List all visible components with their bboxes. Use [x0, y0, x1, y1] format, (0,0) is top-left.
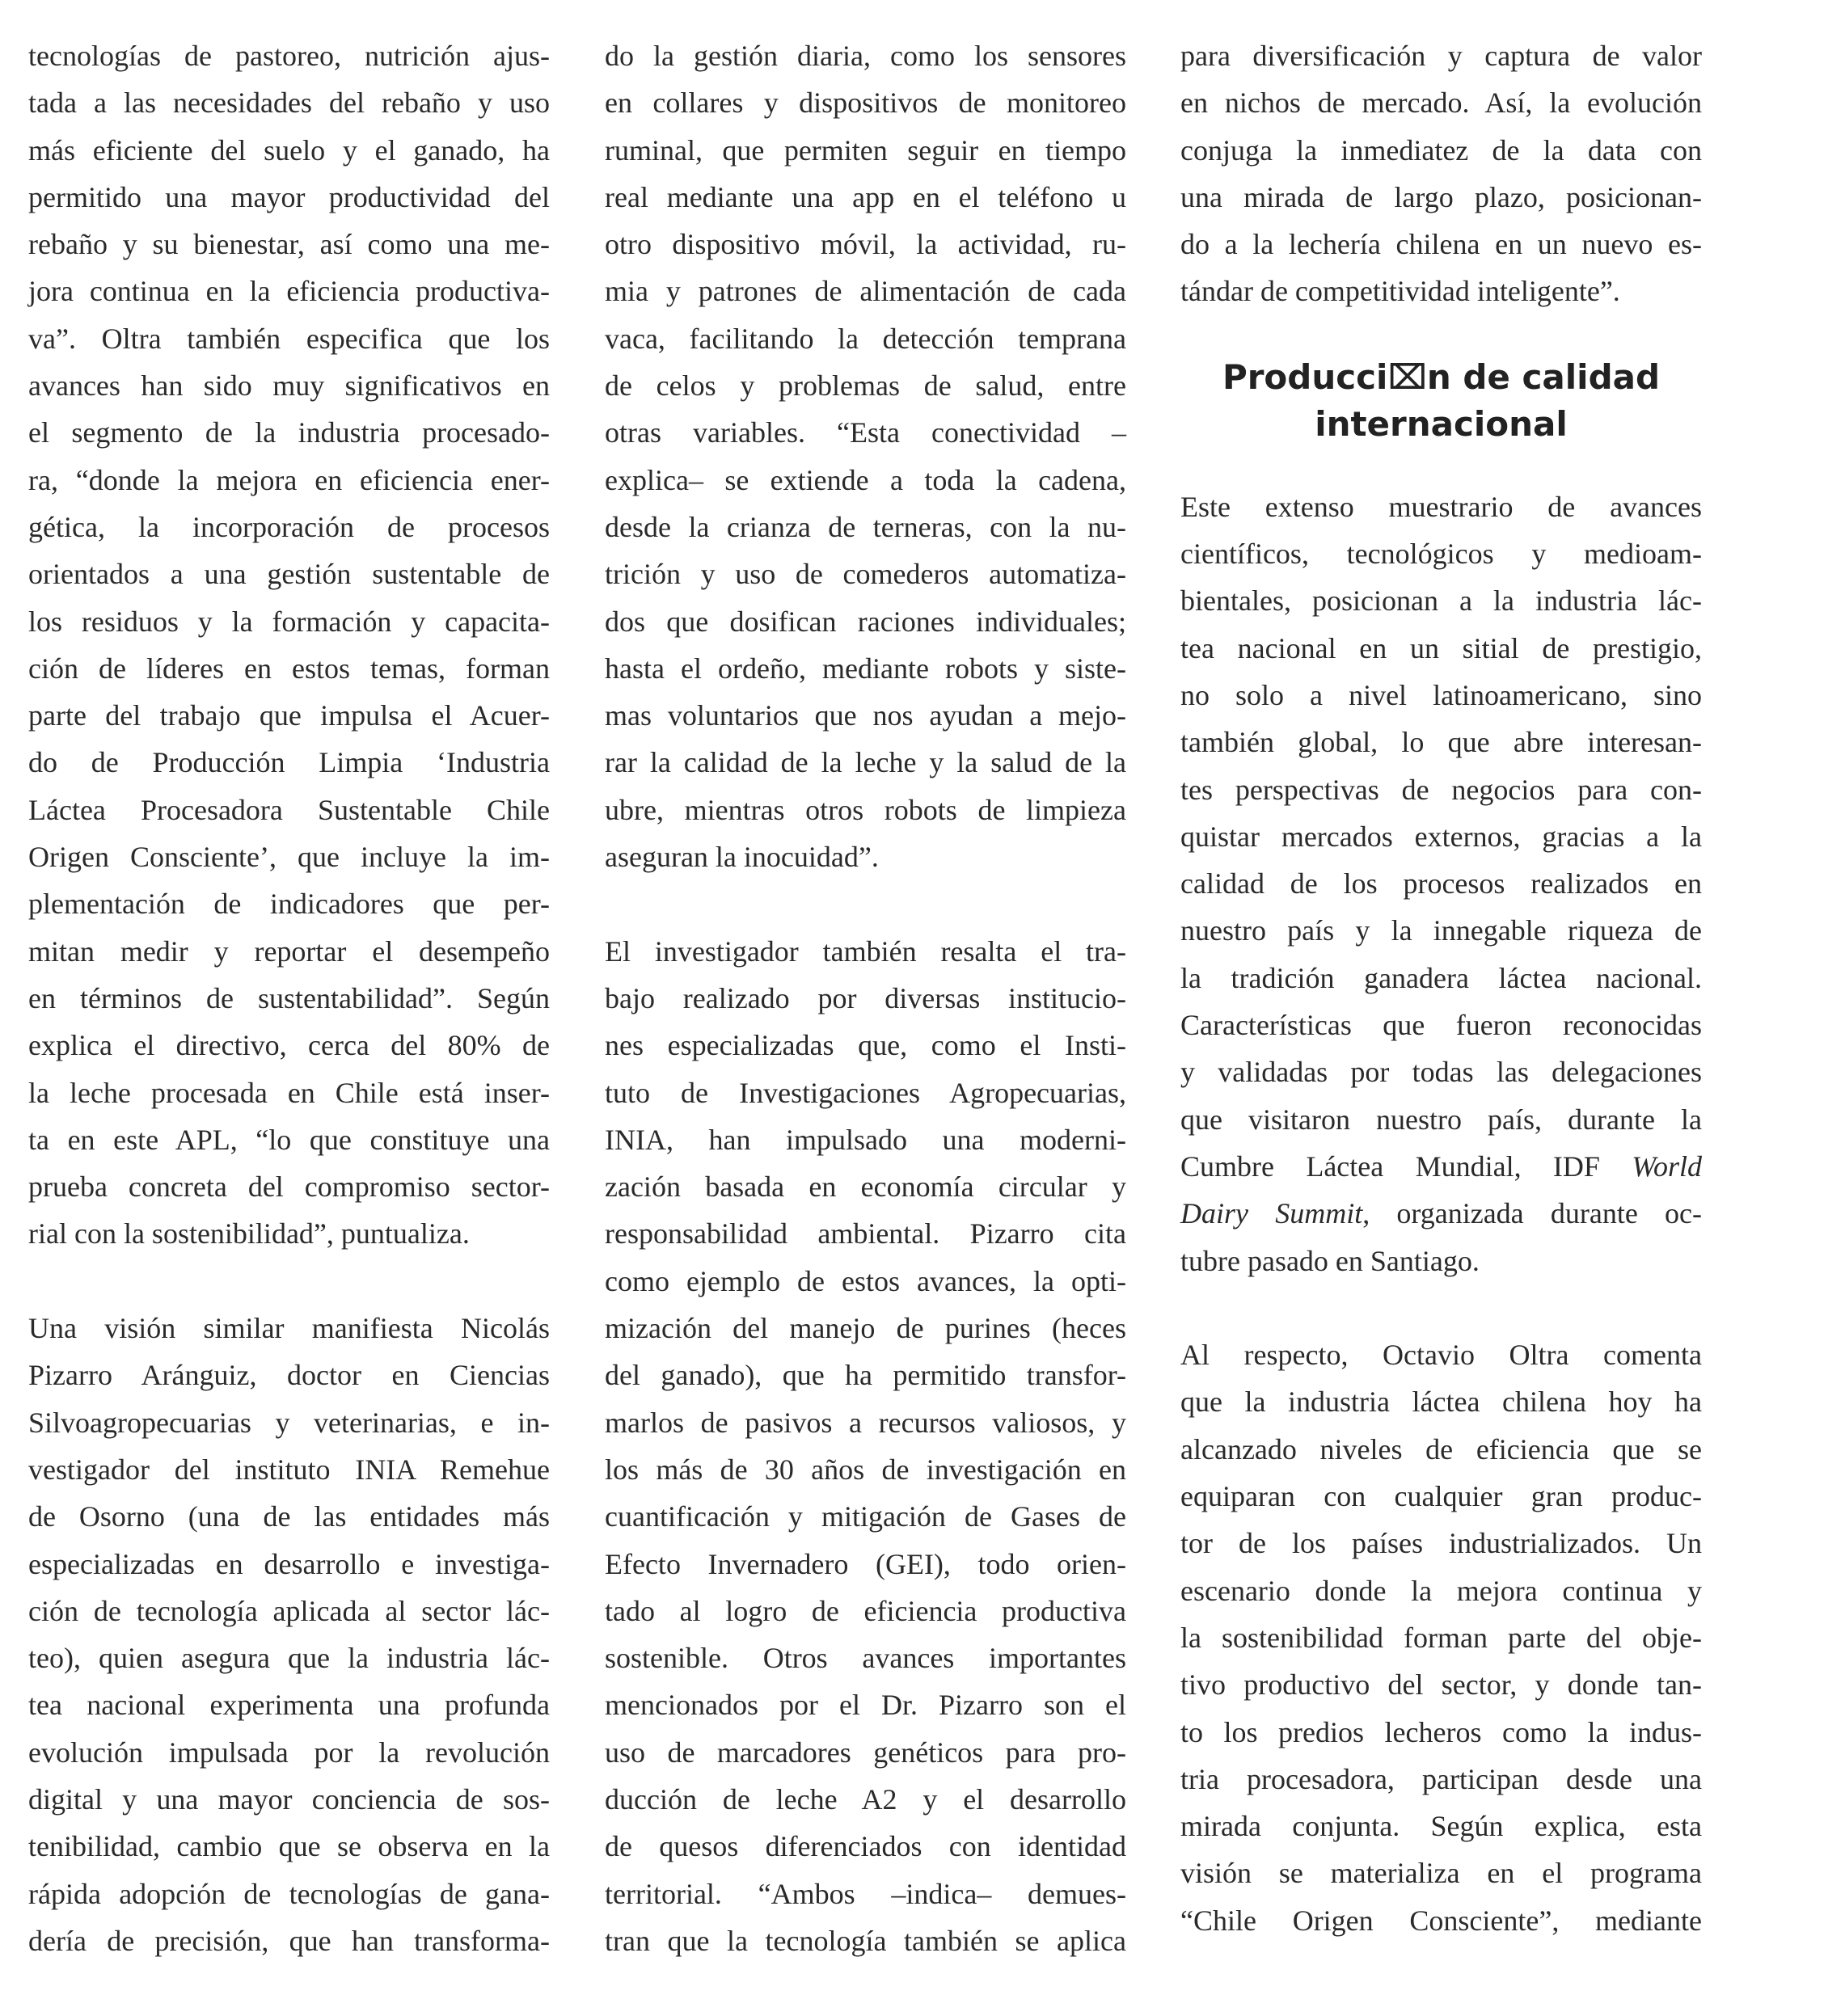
text-line: ducción de leche A2 y el desarrollo	[605, 1782, 1126, 1816]
text-line: to los predios lecheros como la indus-	[1180, 1715, 1702, 1748]
text-line: del ganado), que ha permitido transfor-	[605, 1359, 1126, 1392]
paragraph	[1180, 1331, 1702, 1944]
text-line: y validadas por todas las delegaciones	[1180, 1056, 1702, 1089]
text-line: otras variables. “Esta conectividad –	[605, 416, 1126, 449]
text-line: digital y una mayor conciencia de sos-	[28, 1782, 550, 1816]
text-line: equiparan con cualquier gran produc-	[1180, 1480, 1702, 1513]
section-heading	[1180, 354, 1702, 448]
text-line: tivo productivo del sector, y donde tan-	[1180, 1668, 1702, 1702]
paragraph	[605, 928, 1126, 1965]
text-line: tes perspectivas de negocios para con-	[1180, 773, 1702, 806]
text-line: nuestro país y la innegable riqueza de	[1180, 914, 1702, 947]
text-line: Silvoagropecuarias y veterinarias, e in-	[28, 1406, 550, 1439]
text-line: calidad de los procesos realizados en	[1180, 867, 1702, 900]
text-line: mización del manejo de purines (heces	[605, 1312, 1126, 1345]
text-line: rápida adopción de tecnologías de gana-	[28, 1877, 550, 1910]
text-line: bientales, posicionan a la industria lác-	[1180, 584, 1702, 618]
text-line: científicos, tecnológicos y medioam-	[1180, 538, 1702, 571]
text-line: de Osorno (una de las entidades más	[28, 1500, 550, 1533]
text-line: tenibilidad, cambio que se observa en la	[28, 1830, 550, 1863]
text-line: alcanzado niveles de eficiencia que se	[1180, 1432, 1702, 1466]
paragraph	[605, 32, 1126, 880]
text-line: conjuga la inmediatez de la data con	[1180, 133, 1702, 167]
italic-title: World	[1632, 1149, 1702, 1183]
text-segment: Cumbre Láctea Mundial, IDF	[1180, 1149, 1632, 1183]
text-line: dos que dosifican raciones individuales;	[605, 605, 1126, 638]
text-line: orientados a una gestión sustentable de	[28, 558, 550, 591]
text-line: dería de precisión, que han transforma-	[28, 1924, 550, 1957]
text-line: escenario donde la mejora continua y	[1180, 1574, 1702, 1607]
text-line: do a la lechería chilena en un nuevo es-	[1180, 228, 1702, 261]
text-line: en collares y dispositivos de monitoreo	[605, 86, 1126, 120]
text-line: mia y patrones de alimentación de cada	[605, 275, 1126, 308]
text-line: explica– se extiende a toda la cadena,	[605, 463, 1126, 496]
column-2	[605, 32, 1126, 1964]
text-line: más eficiente del suelo y el ganado, ha	[28, 133, 550, 167]
text-line: gética, la incorporación de procesos	[28, 510, 550, 543]
text-line: Pizarro Aránguiz, doctor en Ciencias	[28, 1359, 550, 1392]
text-line: prueba concreta del compromiso sector-	[28, 1170, 550, 1204]
text-line: rebaño y su bienestar, así como una me-	[28, 228, 550, 261]
text-line: do de Producción Limpia ‘Industria	[28, 746, 550, 779]
text-line	[1180, 1143, 1702, 1190]
paragraph	[28, 1305, 550, 1964]
text-line: desde la crianza de terneras, con la nu-	[605, 510, 1126, 543]
text-line: mas voluntarios que nos ayudan a mejo-	[605, 699, 1126, 732]
text-line: Una visión similar manifiesta Nicolás	[28, 1312, 550, 1345]
text-line	[1180, 1190, 1702, 1237]
text-line: ción de tecnología aplicada al sector lác-	[28, 1594, 550, 1627]
column-1	[28, 32, 550, 1964]
text-line: avances han sido muy significativos en	[28, 369, 550, 403]
text-line: tado al logro de eficiencia productiva	[605, 1594, 1126, 1627]
text-line: va”. Oltra también especifica que los	[28, 322, 550, 355]
text-line: evolución impulsada por la revolución	[28, 1736, 550, 1769]
text-line: Al respecto, Octavio Oltra comenta	[1180, 1339, 1702, 1372]
text-line: aseguran la inocuidad”.	[605, 841, 879, 874]
text-line: visión se materializa en el programa	[1180, 1857, 1702, 1890]
text-line: de quesos diferenciados con identidad	[605, 1830, 1126, 1863]
text-line: ta en este APL, “lo que constituye una	[28, 1123, 550, 1156]
text-line: “Chile Origen Consciente”, mediante	[1180, 1904, 1702, 1937]
text-line: quistar mercados externos, gracias a la	[1180, 820, 1702, 853]
text-line: zación basada en economía circular y	[605, 1170, 1126, 1204]
text-line: real mediante una app en el teléfono u	[605, 180, 1126, 213]
text-line: vaca, facilitando la detección temprana	[605, 322, 1126, 355]
text-line: rar la calidad de la leche y la salud de la	[605, 746, 1126, 779]
text-line: también global, lo que abre interesan-	[1180, 726, 1702, 759]
text-line: la sostenibilidad forman parte del obje-	[1180, 1621, 1702, 1654]
text-line: tubre pasado en Santiago.	[1180, 1244, 1480, 1277]
text-line: otro dispositivo móvil, la actividad, ru-	[605, 228, 1126, 261]
text-line: tecnologías de pastoreo, nutrición ajus-	[28, 40, 550, 72]
text-line: sostenible. Otros avances importantes	[605, 1642, 1126, 1675]
text-line: que visitaron nuestro país, durante la	[1180, 1103, 1702, 1136]
text-line: ción de líderes en estos temas, forman	[28, 652, 550, 685]
text-line: plementación de indicadores que per-	[28, 888, 550, 921]
text-line: mencionados por el Dr. Pizarro son el	[605, 1689, 1126, 1722]
text-line: la leche procesada en Chile está inser-	[28, 1076, 550, 1109]
text-line: permitido una mayor productividad del	[28, 180, 550, 213]
text-line: el segmento de la industria procesado-	[28, 416, 550, 449]
text-line: tor de los países industrializados. Un	[1180, 1527, 1702, 1560]
text-line: tria procesadora, participan desde una	[1180, 1762, 1702, 1795]
text-line: uso de marcadores genéticos para pro-	[605, 1736, 1126, 1769]
text-line: rial con la sostenibilidad”, puntualiza.	[28, 1217, 470, 1251]
text-line: Efecto Invernadero (GEI), todo orien-	[605, 1547, 1126, 1580]
text-line: tada a las necesidades del rebaño y uso	[28, 86, 550, 120]
text-segment: , organizada durante oc-	[1362, 1197, 1702, 1230]
text-line: como ejemplo de estos avances, la opti-	[605, 1264, 1126, 1297]
text-line: tea nacional experimenta una profunda	[28, 1689, 550, 1722]
text-line: los más de 30 años de investigación en	[605, 1453, 1126, 1486]
text-line: la tradición ganadera láctea nacional.	[1180, 961, 1702, 994]
text-line: tea nacional en un sitial de prestigio,	[1180, 631, 1702, 664]
paragraph-gap	[605, 880, 1126, 927]
paragraph	[1180, 32, 1702, 315]
text-line: nes especializadas que, como el Insti-	[605, 1029, 1126, 1062]
text-line: hasta el ordeño, mediante robots y siste-	[605, 652, 1126, 685]
text-line: ruminal, que permiten seguir en tiempo	[605, 133, 1126, 167]
text-line: de celos y problemas de salud, entre	[605, 369, 1126, 403]
text-line: marlos de pasivos a recursos valiosos, y	[605, 1406, 1126, 1439]
text-line: una mirada de largo plazo, posicionan-	[1180, 180, 1702, 213]
text-line: en nichos de mercado. Así, la evolución	[1180, 86, 1702, 120]
text-line: ubre, mientras otros robots de limpieza	[605, 793, 1126, 826]
text-line: El investigador también resalta el tra-	[605, 934, 1126, 968]
text-line: en términos de sustentabilidad”. Según	[28, 981, 550, 1014]
paragraph-gap	[1180, 1284, 1702, 1331]
text-line: tándar de competitividad inteligente”.	[1180, 275, 1620, 308]
heading-spacer	[1180, 448, 1702, 483]
text-line: territorial. “Ambos –indica– demues-	[605, 1877, 1126, 1910]
text-line: mitan medir y reportar el desempeño	[28, 934, 550, 968]
text-line: trición y uso de comederos automatiza-	[605, 558, 1126, 591]
paragraph	[1180, 483, 1702, 1284]
text-line: responsabilidad ambiental. Pizarro cita	[605, 1217, 1126, 1251]
text-line: INIA, han impulsado una moderni-	[605, 1123, 1126, 1156]
text-line: bajo realizado por diversas institucio-	[605, 981, 1126, 1014]
text-line: tran que la tecnología también se aplica	[605, 1924, 1126, 1957]
text-line: Láctea Procesadora Sustentable Chile	[28, 793, 550, 826]
heading-line: internacional	[1315, 403, 1568, 444]
heading-line: Producci⌧n de calidad	[1222, 356, 1661, 397]
text-line: teo), quien asegura que la industria lác-	[28, 1642, 550, 1675]
text-line: los residuos y la formación y capacita-	[28, 605, 550, 638]
text-line: parte del trabajo que impulsa el Acuer-	[28, 699, 550, 732]
text-line: Origen Consciente’, que incluye la im-	[28, 841, 550, 874]
text-line: mirada conjunta. Según explica, esta	[1180, 1810, 1702, 1843]
text-line: Este extenso muestrario de avances	[1180, 490, 1702, 523]
paragraph-gap	[28, 1258, 550, 1305]
text-line: vestigador del instituto INIA Remehue	[28, 1453, 550, 1486]
italic-title: Dairy Summit	[1180, 1197, 1363, 1230]
text-line: explica el directivo, cerca del 80% de	[28, 1029, 550, 1062]
text-line: jora continua en la eficiencia productiva-	[28, 275, 550, 308]
text-line: no solo a nivel latinoamericano, sino	[1180, 678, 1702, 711]
text-line: ra, “donde la mejora en eficiencia ener-	[28, 463, 550, 496]
text-line: que la industria láctea chilena hoy ha	[1180, 1385, 1702, 1419]
text-line: para diversificación y captura de valor	[1180, 40, 1702, 72]
text-line: Características que fueron reconocidas	[1180, 1009, 1702, 1042]
text-line: cuantificación y mitigación de Gases de	[605, 1500, 1126, 1533]
paragraph	[28, 32, 550, 1258]
text-line: tuto de Investigaciones Agropecuarias,	[605, 1076, 1126, 1109]
text-line: especializadas en desarrollo e investiga-	[28, 1547, 550, 1580]
text-line: do la gestión diaria, como los sensores	[605, 40, 1126, 72]
column-3	[1180, 32, 1702, 1944]
